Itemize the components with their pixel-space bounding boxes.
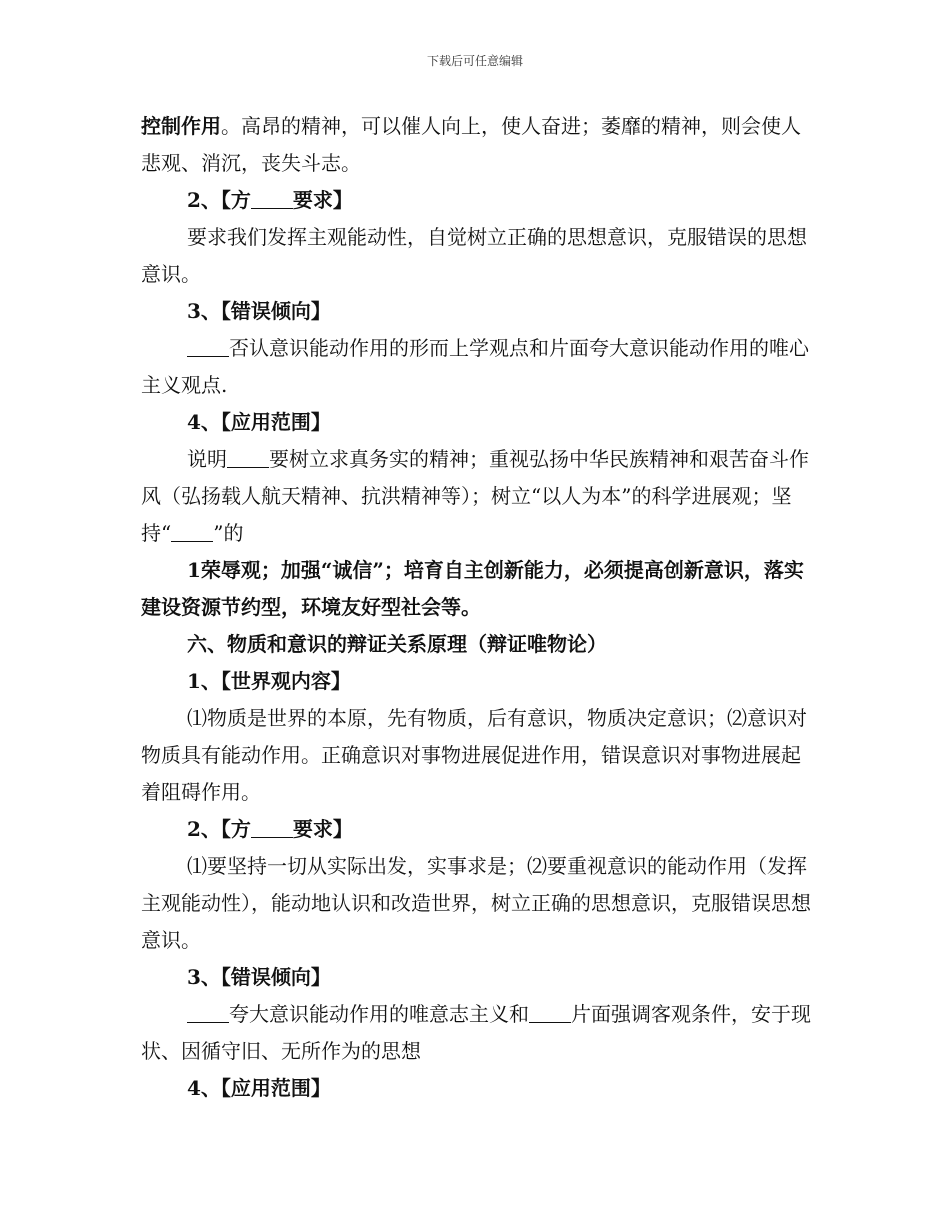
heading-scope-2: 4、【应用范围】 — [187, 1076, 331, 1100]
paragraph-3 — [141, 330, 813, 404]
section-6-title: 六、物质和意识的辩证关系原理（辩证唯物论） — [187, 632, 607, 656]
heading-worldview: 1、【世界观内容】 — [187, 669, 351, 693]
blank — [187, 338, 229, 357]
paragraph-4-pre: 说明 — [187, 447, 227, 471]
heading-error-2: 3、【错误倾向】 — [187, 965, 331, 989]
paragraph-4 — [141, 441, 813, 552]
paragraph-4-mid: 要树立求真务实的精神；重视弘扬中华民族精神和艰苦奋斗作风（弘扬载人航天精神、抗洪精神等）；树立“以人为本”的科学进展观；坚持“ — [141, 447, 809, 545]
heading-scope-1: 4、【应用范围】 — [187, 410, 331, 434]
blank — [187, 1004, 229, 1023]
blank — [171, 523, 213, 542]
paragraph-2: 要求我们发挥主观能动性，自觉树立正确的思想意识，克服错误的思想意识。 — [141, 225, 807, 286]
blank — [227, 449, 269, 468]
blank — [529, 1004, 571, 1023]
paragraph-1 — [141, 108, 813, 182]
blank — [251, 819, 293, 838]
paragraph-5: 1荣辱观；加强“诚信”；培育自主创新能力，必须提高创新意识，落实建设资源节约型，环境友好型社会等。 — [141, 558, 804, 619]
page-header: 下载后可任意编辑 — [426, 54, 523, 68]
heading-method-2 — [141, 811, 813, 848]
blank — [251, 190, 293, 209]
paragraph-4-post: ”的 — [213, 521, 244, 545]
paragraph-8 — [141, 996, 813, 1070]
heading-method-1-pre: 2、【方 — [187, 188, 251, 212]
paragraph-7: ⑴要坚持一切从实际出发，实事求是；⑵要重视意识的能动作用（发挥主观能动性），能动地认识和改造世界，树立正确的思想意识，克服错误思想意识。 — [141, 854, 811, 952]
paragraph-1-text: 。高昂的精神，可以催人向上，使人奋进；萎靡的精神，则会使人悲观、消沉，丧失斗志。 — [141, 114, 801, 175]
paragraph-8-a: 夸大意识能动作用的唯意志主义和 — [229, 1002, 529, 1026]
heading-method-2-pre: 2、【方 — [187, 817, 251, 841]
paragraph-3-text: 否认意识能动作用的形而上学观点和片面夸大意识能动作用的唯心主义观点. — [141, 336, 809, 397]
heading-error-1: 3、【错误倾向】 — [187, 299, 331, 323]
document-body — [141, 108, 813, 1107]
paragraph-6: ⑴物质是世界的本原，先有物质，后有意识，物质决定意识；⑵意识对物质具有能动作用。正确意识对事物进展促进作用，错误意识对事物进展起着阻碍作用。 — [141, 706, 807, 804]
heading-method-2-post: 要求】 — [292, 817, 353, 841]
heading-method-1-post: 要求】 — [292, 188, 353, 212]
heading-method-1 — [141, 182, 813, 219]
paragraph-1-bold: 控制作用 — [141, 114, 221, 138]
paragraph-8-b: 片面强调客观条件，安于现状、因循守旧、无所作为的思想 — [141, 1002, 811, 1063]
